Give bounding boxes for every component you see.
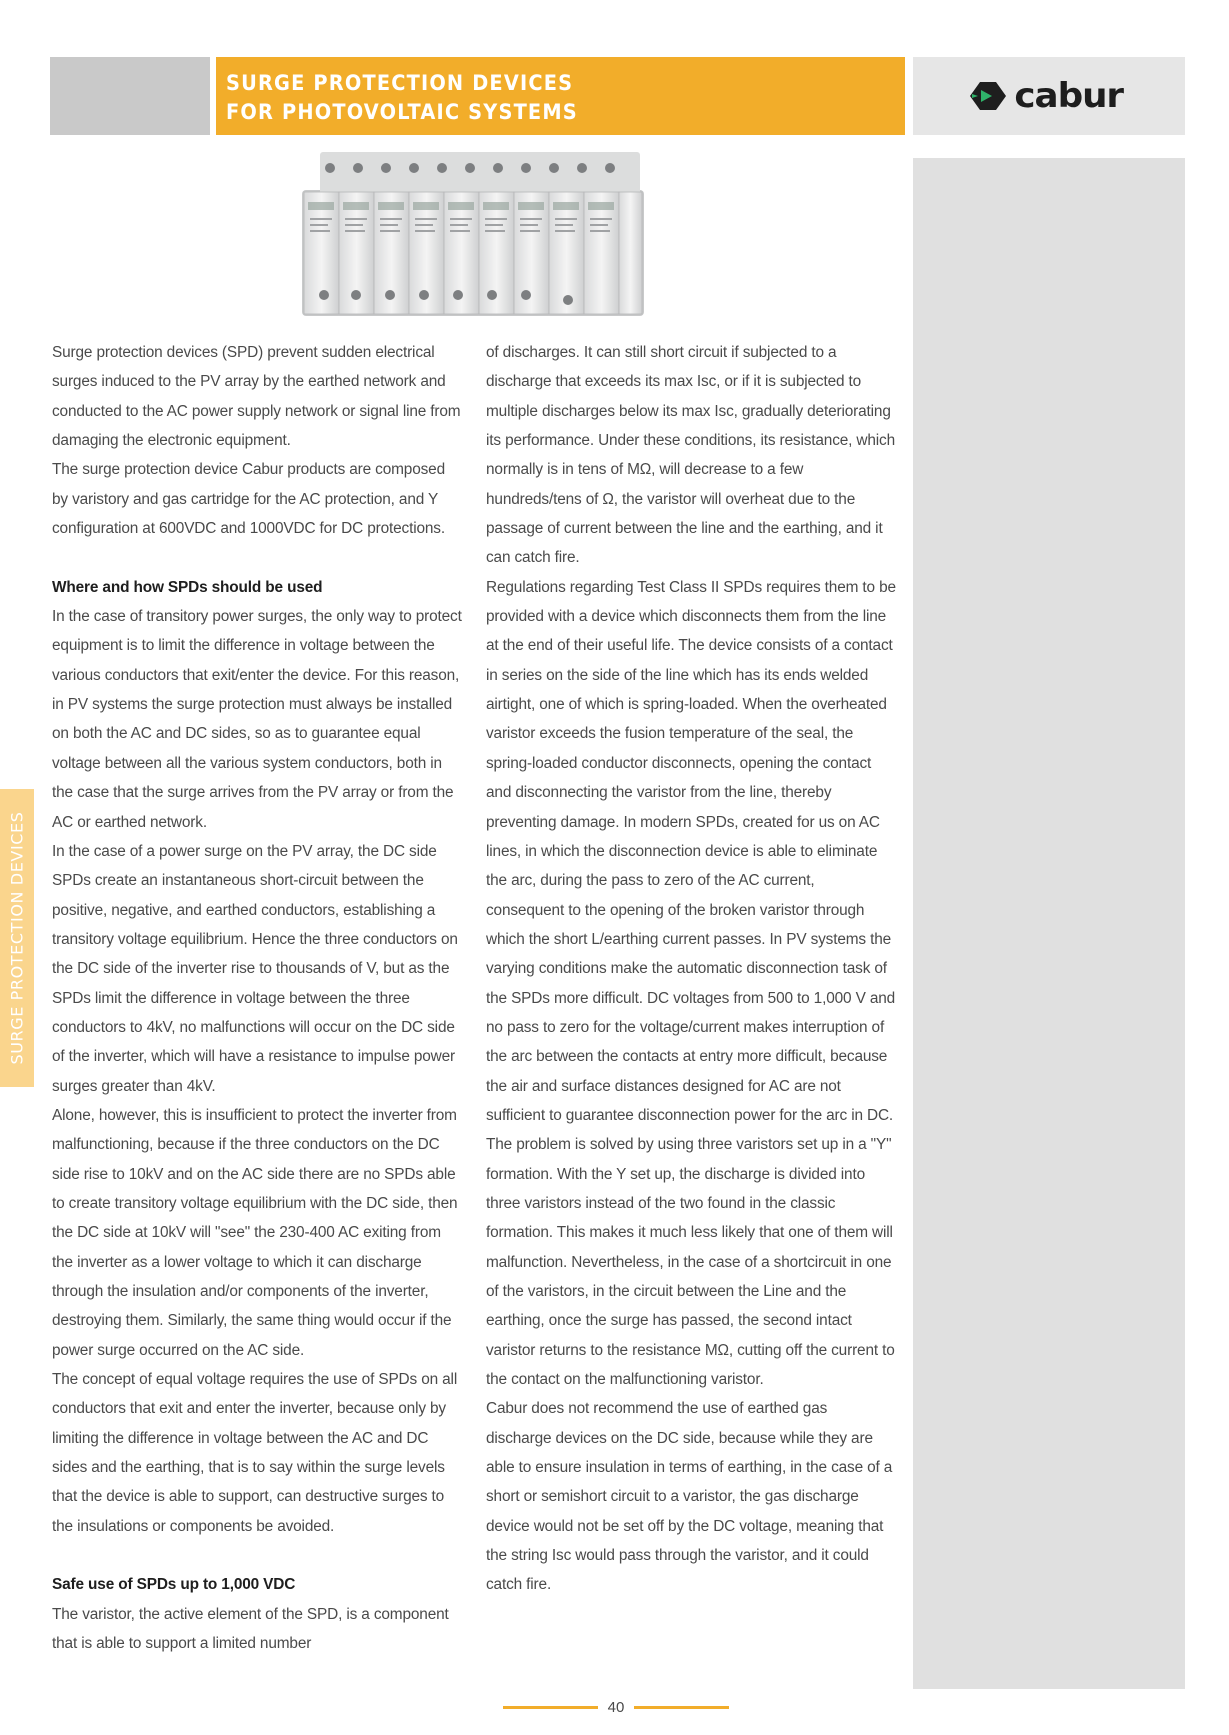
right-paragraph-1: of discharges. It can still short circuit if subjected to a discharge that exceeds its max Isc, or if it is subjected to multiple discharges below its max Isc, gradually deteriorating its performance. Under these conditions, its resistance, which normally is in tens of MΩ, will decrease to a few hundreds/tens of Ω, the varistor will overheat due to the passage of current between the line and the earthing, and it can catch fire.	[486, 344, 896, 567]
right-text-column	[486, 338, 896, 1600]
left-paragraph-7: The varistor, the active element of the SPD, is a component that is able to support a limited number	[52, 1605, 449, 1653]
section-heading-safe-use: Safe use of SPDs up to 1,000 VDC	[52, 1576, 296, 1594]
cabur-logo-mark-icon	[968, 77, 1012, 115]
left-paragraph-1: Surge protection devices (SPD) prevent sudden electrical surges induced to the PV array by the earthed network and conducted to the AC power supply network or signal line from damaging the electronic equipment.	[52, 344, 461, 450]
header-logo-block	[913, 57, 1185, 135]
footer-rule-left	[503, 1706, 598, 1709]
left-paragraph-5: Alone, however, this is insufficient to protect the inverter from malfunctioning, because if the three conductors on the DC side rise to 10kV and on the AC side there are no SPDs able to create transitory voltage equilibrium with the DC side, then the DC side at 10kV will "see" the 230-400 AC exiting from the inverter as a lower voltage to which it can discharge through the insulation and/or components of the inverter, destroying them. Similarly, the same thing would occur if the power surge occurred on the AC side.	[52, 1106, 458, 1359]
left-paragraph-6: The concept of equal voltage requires the use of SPDs on all conductors that exit and enter the inverter, because only by limiting the difference in voltage between the AC and DC sides and the earthing, that is to say within the surge levels that the device is able to support, can destructive surges to the insulations or components be avoided.	[52, 1371, 458, 1535]
page-number: 40	[607, 1698, 625, 1716]
left-paragraph-4: In the case of a power surge on the PV array, the DC side SPDs create an instantaneous short-circuit between the positive, negative, and earthed conductors, establishing a transitory voltage equilibrium. Hence the three conductors on the DC side of the inverter rise to thousands of V, but as the SPDs limit the difference in voltage between the three conductors to 4kV, no malfunctions will occur on the DC side of the inverter, which will have a resistance to impulse power surges greater than 4kV.	[52, 842, 458, 1095]
header-gray-block	[50, 57, 210, 135]
left-paragraph-2: The surge protection device Cabur products are composed by varistory and gas cartridge for the AC protection, and Y configuration at 600VDC and 1000VDC for DC protections.	[52, 461, 445, 538]
side-tab-label: SURGE PROTECTION DEVICES	[7, 811, 27, 1065]
logo-text: cabur	[1014, 76, 1123, 116]
right-paragraph-3: Cabur does not recommend the use of earthed gas discharge devices on the DC side, because while they are able to ensure insulation in terms of earthing, in the case of a short or semishort circuit to a varistor, the gas discharge device would not be set off by the DC voltage, meaning that the string Isc would pass through the varistor, and it could catch fire.	[486, 1400, 893, 1594]
page-footer	[496, 1694, 736, 1720]
right-side-panel	[913, 158, 1185, 1689]
left-text-column	[52, 338, 462, 1658]
side-section-tab	[0, 789, 34, 1087]
header-title-bar	[216, 57, 905, 135]
spd-product-photo	[300, 150, 645, 318]
right-paragraph-2: Regulations regarding Test Class II SPDs requires them to be provided with a device which disconnects them from the line at the end of their useful life. The device consists of a contact in series on the side of the line which has its ends welded airtight, one of which is spring-loaded. When the overheated varistor exceeds the fusion temperature of the seal, the spring-loaded conductor disconnects, opening the contact and disconnecting the varistor from the line, thereby preventing damage. In modern SPDs, created for us on AC lines, in which the disconnection device is able to eliminate the arc, during the pass to zero of the AC current, consequent to the opening of the broken varistor through which the short L/earthing current passes. In PV systems the varying conditions make the automatic disconnection task of the SPDs more difficult. DC voltages from 500 to 1,000 V and no pass to zero for the voltage/current makes interruption of the arc between the contacts at entry more difficult, because the air and surface distances designed for AC are not sufficient to guarantee disconnection power for the arc in DC. The problem is solved by using three varistors set up in a "Y" formation. With the Y set up, the discharge is divided into three varistors instead of the two found in the classic formation. This makes it much less likely that one of them will malfunction. Nevertheless, in the case of a shortcircuit in one of the varistors, in the circuit between the Line and the earthing, once the surge has passed, the second intact varistor returns to the resistance MΩ, cutting off the current to the contact on the malfunctioning varistor.	[486, 578, 896, 1389]
page-title-line2: FOR PHOTOVOLTAIC SYSTEMS	[226, 100, 578, 125]
cabur-logo	[968, 76, 1123, 116]
left-paragraph-3: In the case of transitory power surges, the only way to protect equipment is to limit the difference in voltage between the various conductors that exit/enter the device. For this reason, in PV systems the surge protection must always be installed on both the AC and DC sides, so as to guarantee equal voltage between all the various system conductors, both in the case that the surge arrives from the PV array or from the AC or earthed network.	[52, 608, 462, 831]
footer-rule-right	[634, 1706, 729, 1709]
page-title-line1: SURGE PROTECTION DEVICES	[226, 71, 574, 96]
section-heading-where-how: Where and how SPDs should be used	[52, 578, 323, 596]
